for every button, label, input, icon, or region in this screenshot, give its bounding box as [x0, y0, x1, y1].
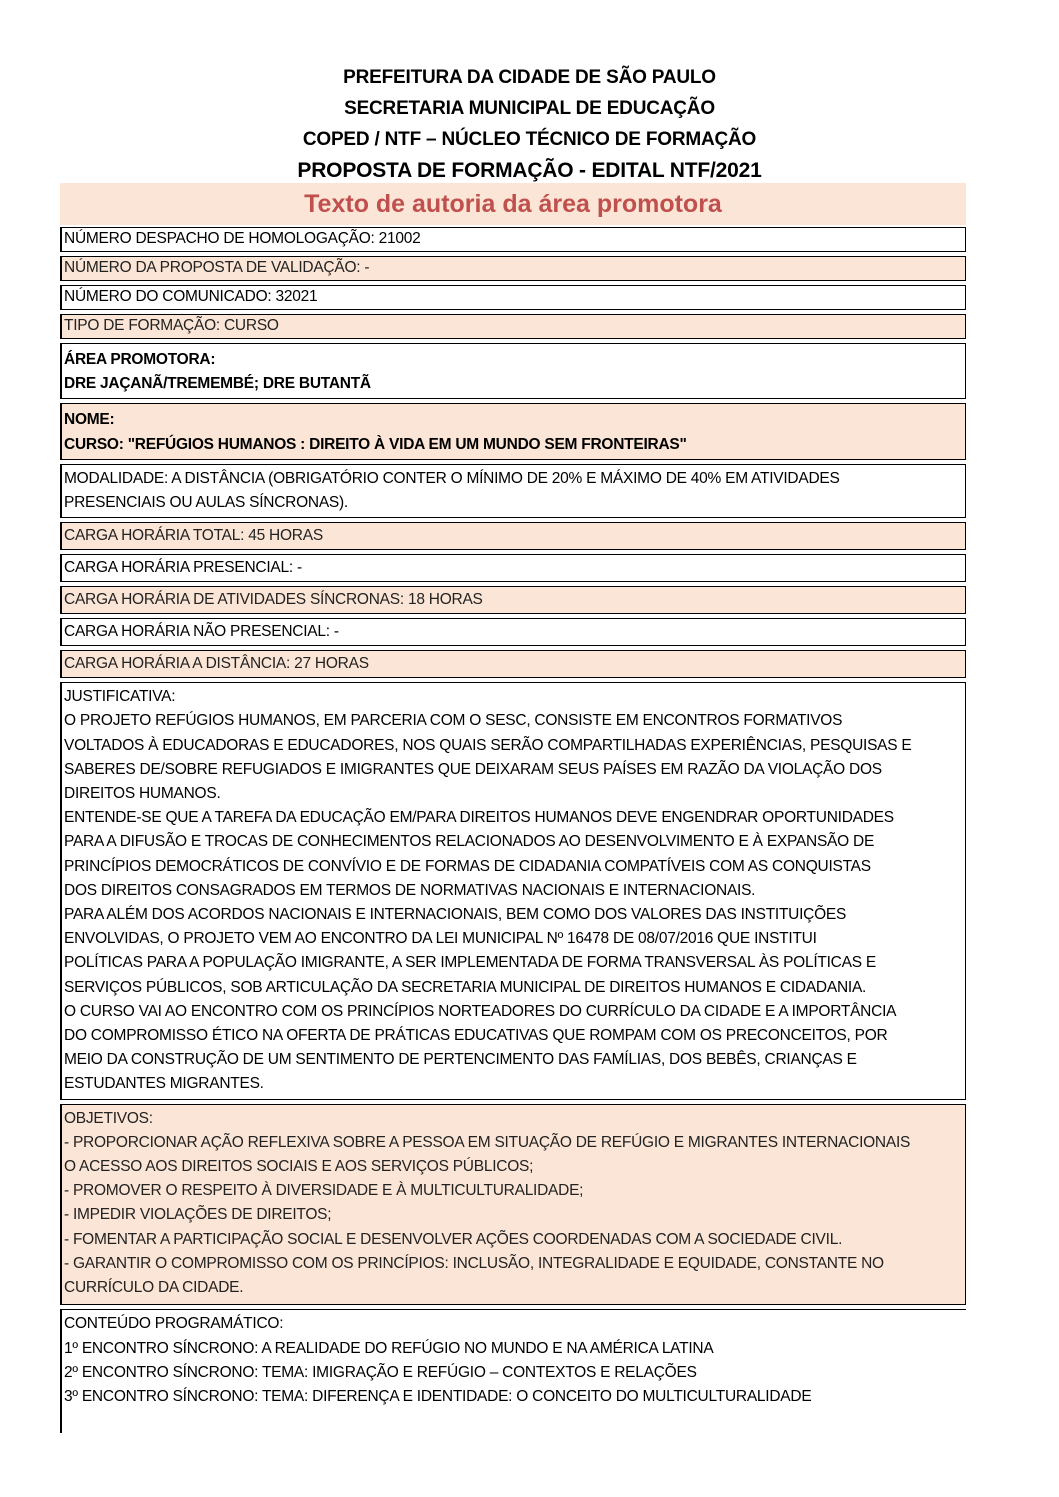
justificativa-line: DOS DIREITOS CONSAGRADOS EM TERMOS DE NORMATIVAS NACIONAIS E INTERNACIONAIS. — [64, 881, 756, 899]
header-line-4: PROPOSTA DE FORMAÇÃO - EDITAL NTF/2021 — [297, 159, 762, 182]
field-ch-sincronas: CARGA HORÁRIA DE ATIVIDADES SÍNCRONAS: 18 HORAS — [60, 586, 966, 614]
justificativa-line: ESTUDANTES MIGRANTES. — [64, 1075, 264, 1093]
field-ch-nao-presencial: CARGA HORÁRIA NÃO PRESENCIAL: - — [60, 618, 966, 646]
field-comunicado: NÚMERO DO COMUNICADO: 32021 — [60, 285, 966, 310]
justificativa-line: DIREITOS HUMANOS. — [64, 785, 221, 803]
area-value: DRE JAÇANÃ/TREMEMBÉ; DRE BUTANTÃ — [64, 375, 371, 393]
header-line-3: COPED / NTF – NÚCLEO TÉCNICO DE FORMAÇÃO — [302, 129, 757, 150]
conteudo-line: 1º ENCONTRO SÍNCRONO: A REALIDADE DO REFÚGIO NO MUNDO E NA AMÉRICA LATINA — [64, 1339, 714, 1357]
field-justificativa — [60, 682, 966, 1099]
justificativa-line: MEIO DA CONSTRUÇÃO DE UM SENTIMENTO DE PERTENCIMENTO DAS FAMÍLIAS, DOS BEBÊS, CRIANÇAS E — [64, 1051, 857, 1069]
authorship-banner: Texto de autoria da área promotora — [60, 183, 966, 225]
document-header — [0, 62, 1059, 186]
header-line-1: PREFEITURA DA CIDADE DE SÃO PAULO — [343, 67, 716, 88]
justificativa-line: O PROJETO REFÚGIOS HUMANOS, EM PARCERIA COM O SESC, CONSISTE EM ENCONTROS FORMATIVOS — [64, 712, 843, 730]
objetivos-line: CURRÍCULO DA CIDADE. — [64, 1279, 244, 1297]
objetivos-line: - PROMOVER O RESPEITO À DIVERSIDADE E À MULTICULTURALIDADE; — [64, 1182, 584, 1200]
justificativa-line: ENVOLVIDAS, O PROJETO VEM AO ENCONTRO DA LEI MUNICIPAL Nº 16478 DE 08/07/2016 QUE INSTITUI — [64, 930, 817, 948]
field-ch-total: CARGA HORÁRIA TOTAL: 45 HORAS — [60, 522, 966, 550]
field-despacho: NÚMERO DESPACHO DE HOMOLOGAÇÃO: 21002 — [60, 227, 966, 252]
justificativa-line: POLÍTICAS PARA A POPULAÇÃO IMIGRANTE, A SER IMPLEMENTADA DE FORMA TRANSVERSAL ÀS POLÍTICAS E — [64, 954, 876, 972]
nome-label: NOME: — [64, 411, 115, 429]
objetivos-line: OBJETIVOS: — [64, 1109, 153, 1127]
field-modalidade — [60, 464, 966, 518]
objetivos-line: O ACESSO AOS DIREITOS SOCIAIS E AOS SERVIÇOS PÚBLICOS; — [64, 1158, 534, 1176]
justificativa-line: PARA ALÉM DOS ACORDOS NACIONAIS E INTERNACIONAIS, BEM COMO DOS VALORES DAS INSTITUIÇÕES — [64, 906, 847, 924]
modalidade-line-1: MODALIDADE: A DISTÂNCIA (OBRIGATÓRIO CONTER O MÍNIMO DE 20% E MÁXIMO DE 40% EM ATIVIDADES — [64, 469, 840, 487]
objetivos-line: - GARANTIR O COMPROMISSO COM OS PRINCÍPIOS: INCLUSÃO, INTEGRALIDADE E EQUIDADE, CONSTANTE NO — [64, 1254, 884, 1272]
form-fields — [60, 227, 966, 1437]
justificativa-line: PARA A DIFUSÃO E TROCAS DE CONHECIMENTOS RELACIONADOS AO DESENVOLVIMENTO E À EXPANSÃO DE — [64, 833, 875, 851]
field-nome — [60, 403, 966, 459]
justificativa-line: ENTENDE-SE QUE A TAREFA DA EDUCAÇÃO EM/PARA DIREITOS HUMANOS DEVE ENGENDRAR OPORTUNIDADES — [64, 809, 894, 827]
justificativa-line: VOLTADOS À EDUCADORAS E EDUCADORES, NOS QUAIS SERÃO COMPARTILHADAS EXPERIÊNCIAS, PESQUISAS E — [64, 736, 912, 754]
field-tipo: TIPO DE FORMAÇÃO: CURSO — [60, 314, 966, 339]
objetivos-line: - FOMENTAR A PARTICIPAÇÃO SOCIAL E DESENVOLVER AÇÕES COORDENADAS COM A SOCIEDADE CIVIL. — [64, 1230, 843, 1248]
conteudo-line: 3º ENCONTRO SÍNCRONO: TEMA: DIFERENÇA E IDENTIDADE: O CONCEITO DO MULTICULTURALIDADE — [64, 1387, 812, 1405]
field-area-promotora — [60, 343, 966, 399]
justificativa-line: SERVIÇOS PÚBLICOS, SOB ARTICULAÇÃO DA SECRETARIA MUNICIPAL DE DIREITOS HUMANOS E CIDADANIA. — [64, 978, 867, 996]
justificativa-line: O CURSO VAI AO ENCONTRO COM OS PRINCÍPIOS NORTEADORES DO CURRÍCULO DA CIDADE E A IMPORTÂNCIA — [64, 1002, 897, 1020]
nome-value: CURSO: "REFÚGIOS HUMANOS : DIREITO À VIDA EM UM MUNDO SEM FRONTEIRAS" — [64, 435, 687, 453]
conteudo-line: CONTEÚDO PROGRAMÁTICO: — [64, 1315, 284, 1333]
field-validacao: NÚMERO DA PROPOSTA DE VALIDAÇÃO: - — [60, 256, 966, 281]
field-conteudo-programatico — [60, 1309, 966, 1433]
justificativa-line: JUSTIFICATIVA: — [64, 688, 176, 706]
field-objetivos — [60, 1104, 966, 1306]
conteudo-line: 2º ENCONTRO SÍNCRONO: TEMA: IMIGRAÇÃO E REFÚGIO – CONTEXTOS E RELAÇÕES — [64, 1363, 697, 1381]
header-line-2: SECRETARIA MUNICIPAL DE EDUCAÇÃO — [344, 98, 715, 119]
justificativa-line: SABERES DE/SOBRE REFUGIADOS E IMIGRANTES QUE DEIXARAM SEUS PAÍSES EM RAZÃO DA VIOLAÇÃO DOS — [64, 760, 882, 778]
modalidade-line-2: PRESENCIAIS OU AULAS SÍNCRONAS). — [64, 494, 348, 512]
area-label: ÁREA PROMOTORA: — [64, 351, 216, 368]
objetivos-line: - IMPEDIR VIOLAÇÕES DE DIREITOS; — [64, 1206, 332, 1224]
field-ch-presencial: CARGA HORÁRIA PRESENCIAL: - — [60, 554, 966, 582]
justificativa-line: DO COMPROMISSO ÉTICO NA OFERTA DE PRÁTICAS EDUCATIVAS QUE ROMPAM COM OS PRECONCEITOS, POR — [64, 1027, 888, 1045]
objetivos-line: - PROPORCIONAR AÇÃO REFLEXIVA SOBRE A PESSOA EM SITUAÇÃO DE REFÚGIO E MIGRANTES INTERNACIONAIS — [64, 1133, 911, 1151]
justificativa-line: PRINCÍPIOS DEMOCRÁTICOS DE CONVÍVIO E DE FORMAS DE CIDADANIA COMPATÍVEIS COM AS CONQUISTAS — [64, 857, 871, 875]
field-ch-distancia: CARGA HORÁRIA A DISTÂNCIA: 27 HORAS — [60, 650, 966, 678]
